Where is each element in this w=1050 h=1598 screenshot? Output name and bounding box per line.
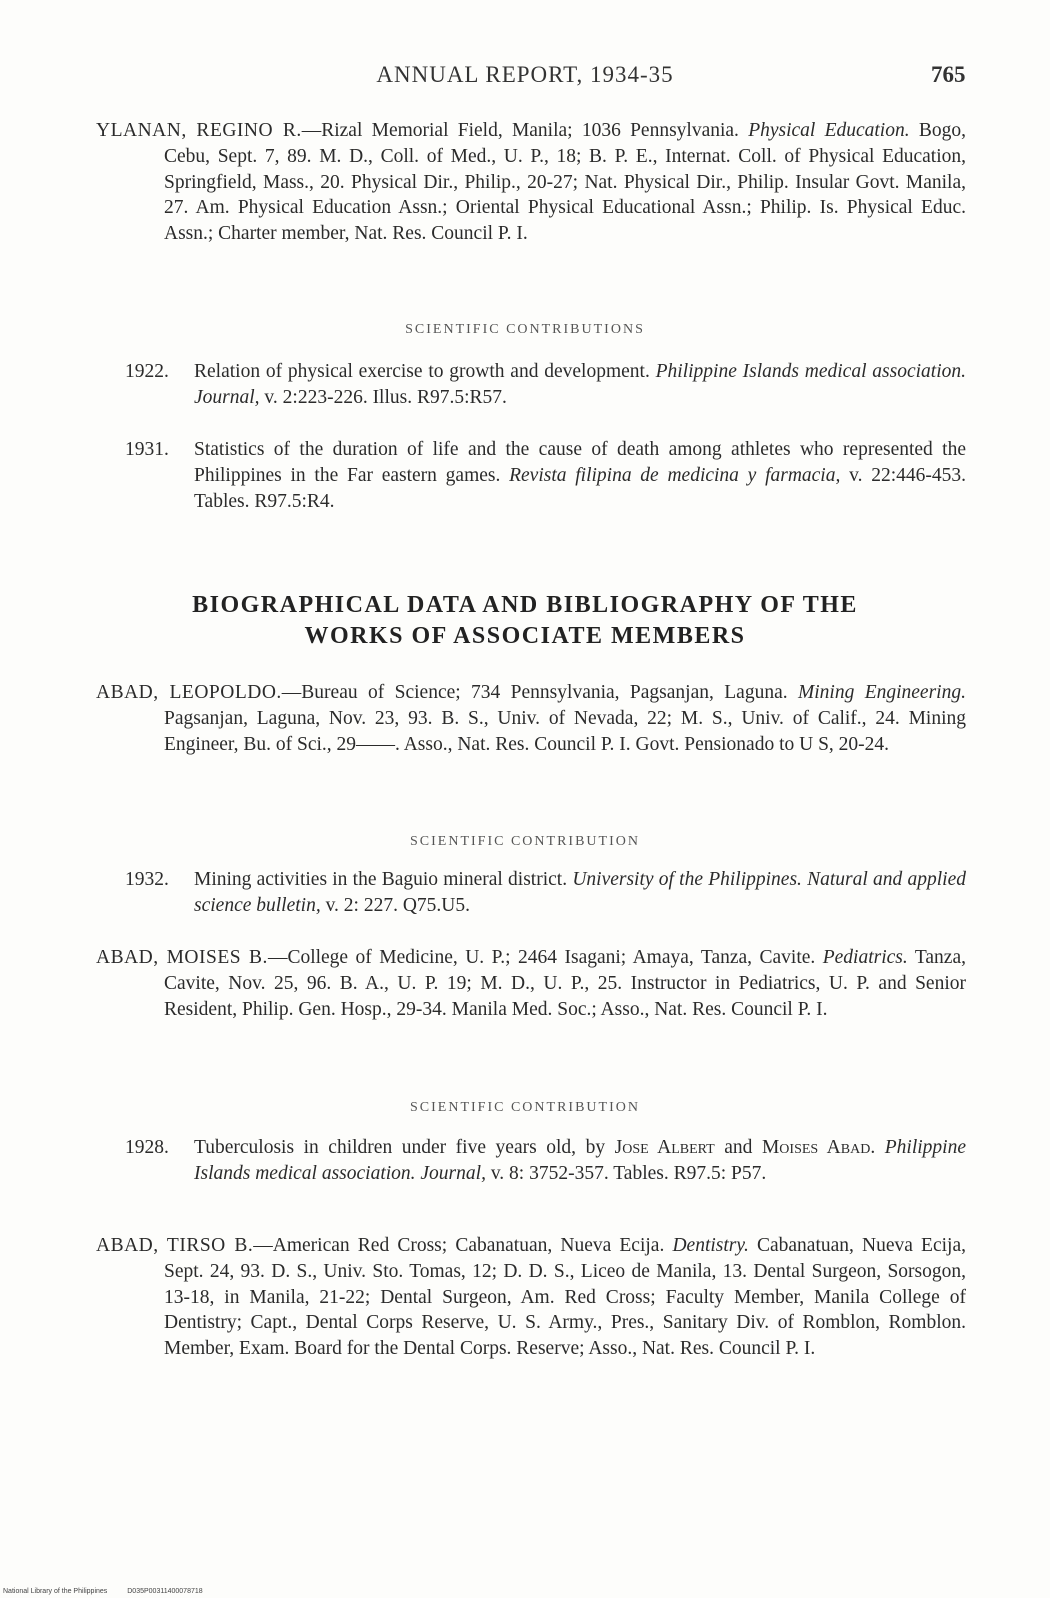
entry-field: Physical Education. [748, 120, 910, 141]
contribution [125, 1135, 966, 1187]
contribution-year: 1928. [125, 1137, 169, 1158]
footer-code: D035P00311400078718 [127, 1588, 203, 1595]
running-title: ANNUAL REPORT, 1934-35 [376, 62, 674, 87]
entry-name: ABAD, MOISES B. [96, 947, 268, 968]
contribution-journal: University of the Philippines. Natural and applied science bulletin, [194, 869, 967, 916]
entry-field: Mining Engineering. [797, 682, 966, 703]
page-header [0, 58, 1050, 98]
entry-abad-leopoldo [96, 680, 966, 757]
entry-text: —Bureau of Science; 734 Pennsylvania, Pagsanjan, Laguna. [281, 682, 798, 703]
contribution [125, 437, 966, 514]
contribution-author: Jose Albert [614, 1137, 715, 1158]
entry-text: —Rizal Memorial Field, Manila; 1036 Pennsylvania. [301, 120, 749, 141]
contribution-text: and [714, 1137, 762, 1158]
section-label: SCIENTIFIC CONTRIBUTION [410, 1100, 640, 1115]
contribution-title: Tuberculosis in children under five years old, by [194, 1137, 615, 1158]
page-number: 765 [931, 62, 966, 87]
contribution-author: Moises Abad [761, 1137, 871, 1158]
section-heading [0, 590, 1050, 652]
entry-ylanan [96, 118, 966, 247]
contribution-details: v. 2: 227. Q75.U5. [320, 894, 471, 916]
entry-abad-moises [96, 945, 966, 1022]
entry-name: ABAD, LEOPOLDO. [96, 682, 282, 703]
entry-field: Pediatrics. [822, 947, 908, 968]
contribution-year: 1932. [125, 869, 169, 890]
heading-line: WORKS OF ASSOCIATE MEMBERS [304, 623, 746, 649]
footer-library: National Library of the Philippines [3, 1588, 108, 1595]
entry-name: YLANAN, REGINO R. [96, 120, 302, 141]
entry-text: Tanza, Cavite, Nov. 25, 96. B. A., U. P. 19; M. D., U. P., 25. Instructor in Pediatrics, U. P. and Senior Resident, Philip. Gen. Hosp., 29-34. Manila Med. Soc.; Asso., Nat. Res. Council P. I. [164, 947, 966, 1020]
entry-name: ABAD, TIRSO B. [96, 1235, 254, 1256]
heading-line: BIOGRAPHICAL DATA AND BIBLIOGRAPHY OF THE [192, 592, 858, 618]
contribution [125, 867, 966, 919]
section-label: SCIENTIFIC CONTRIBUTIONS [405, 322, 645, 337]
entry-text: Pagsanjan, Laguna, Nov. 23, 93. B. S., Univ. of Nevada, 22; M. S., Univ. of Calif., 24. Mining Engineer, Bu. of Sci., 29——. Asso., Nat. Res. Council P. I. Govt. Pensionado to U S, 20-24. [164, 707, 966, 755]
contribution-year: 1922. [125, 361, 169, 382]
contribution-text: . [870, 1137, 885, 1158]
entry-text: Cabanatuan, Nueva Ecija, Sept. 24, 93. D. S., Univ. Sto. Tomas, 12; D. D. S., Liceo de Manila, 13. Dental Surgeon, Sorsogon, 13-18, in Manila, 21-22; Dental Surgeon, Am. Red Cross; Faculty Member, Manila College of Dentistry; Capt., Dental Corps Reserve, U. S. Army., Pres., Sanitary Div. of Romblon, Romblon. Member, Exam. Board for the Dental Corps. Reserve; Asso., Nat. Res. Council P. I. [164, 1235, 966, 1360]
contribution-details: v. 22:446-453. Tables. R97.5:R4. [194, 464, 966, 512]
entry-text: Bogo, Cebu, Sept. 7, 89. M. D., Coll. of Med., U. P., 18; B. P. E., Internat. Coll. of Physical Education, Springfield, Mass., 20. Physical Dir., Philip., 20-27; Nat. Physical Dir., Philip. Insular Govt. Manila, 27. Am. Physical Education Assn.; Oriental Physical Educational Assn.; Philip. Is. Physical Educ. Assn.; Charter member, Nat. Res. Council P. I. [164, 120, 966, 245]
entry-text: —College of Medicine, U. P.; 2464 Isagani; Amaya, Tanza, Cavite. [267, 947, 823, 968]
contribution-title: Statistics of the duration of life and the cause of death among athletes who represented the Philippines in the Far eastern games. [194, 439, 966, 486]
contribution-journal: Revista filipina de medicina y farmacia, [509, 464, 841, 486]
section-label: SCIENTIFIC CONTRIBUTION [410, 834, 640, 849]
scan-footer [3, 1588, 221, 1595]
contribution-title: Mining activities in the Baguio mineral district. [194, 869, 573, 890]
contribution-title: Relation of physical exercise to growth and development. [194, 361, 656, 382]
contribution-year: 1931. [125, 439, 169, 460]
contribution-details: v. 2:223-226. Illus. R97.5:R57. [259, 386, 507, 408]
contribution-journal: Philippine Islands medical association. Journal, [194, 1137, 966, 1184]
contribution-details: v. 8: 3752-357. Tables. R97.5: P57. [485, 1162, 767, 1184]
contribution-journal: Philippine Islands medical association. Journal, [194, 361, 966, 408]
entry-abad-tirso [96, 1233, 966, 1362]
contribution [125, 359, 966, 411]
entry-field: Dentistry. [672, 1235, 749, 1256]
entry-text: —American Red Cross; Cabanatuan, Nueva Ecija. [253, 1235, 673, 1256]
